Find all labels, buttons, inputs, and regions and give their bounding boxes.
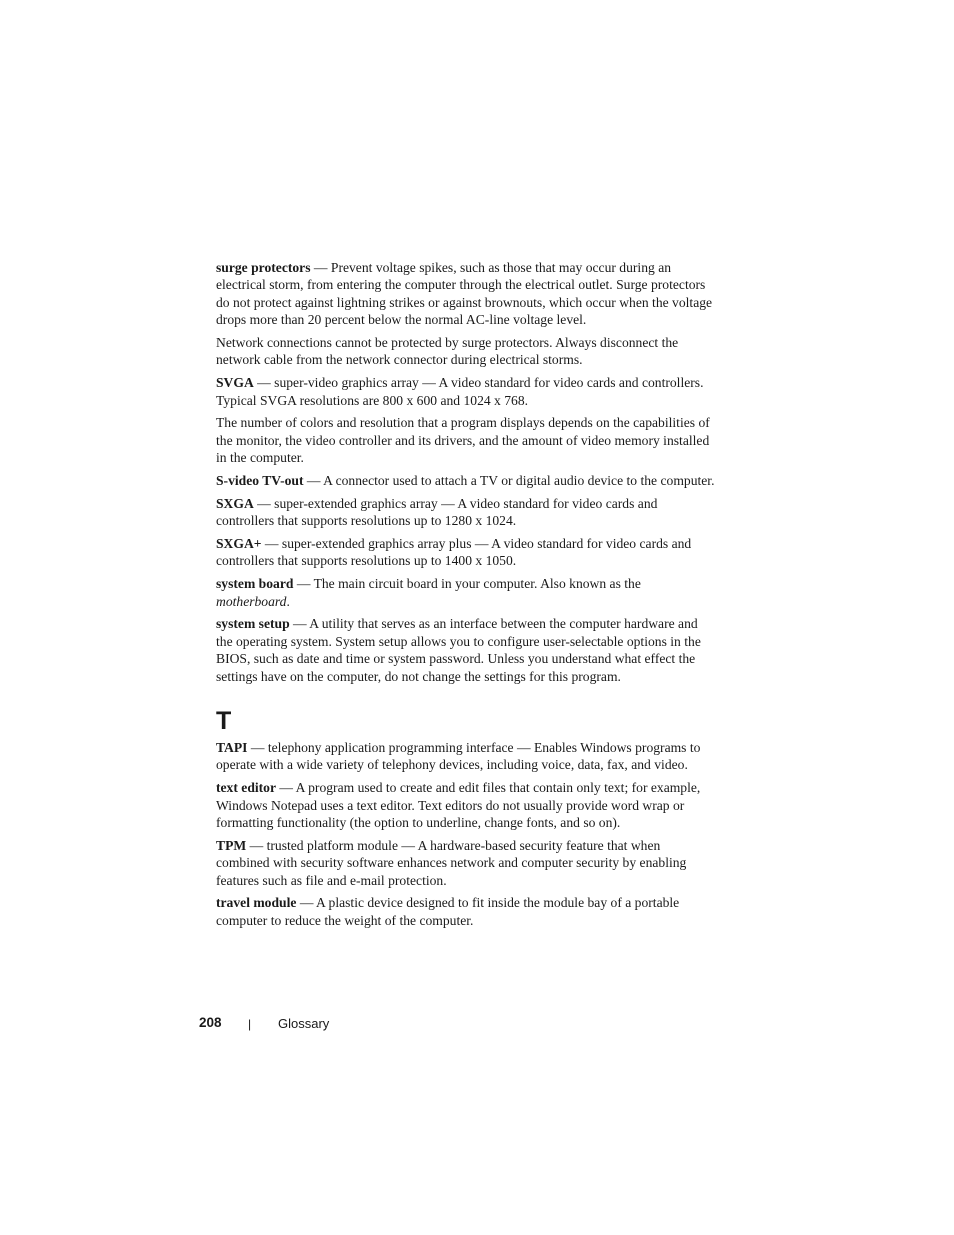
glossary-note (216, 334, 716, 369)
entry-term: text editor (216, 780, 277, 796)
entry-definition: The number of colors and resolution that a program displays depends on the capabilities of the monitor, the video controller and its drivers, and the amount of video memory installed in the computer. (216, 415, 710, 466)
entry-term: S-video TV-out (216, 473, 304, 489)
glossary-entry (216, 495, 716, 530)
entry-term: SXGA+ (216, 536, 262, 552)
glossary-entry (216, 259, 716, 329)
entry-term: travel module (216, 895, 297, 911)
entry-definition: — A connector used to attach a TV or digital audio device to the computer. (303, 473, 715, 489)
glossary-entry (216, 472, 716, 489)
glossary-entry (216, 374, 716, 409)
entry-term: TPM (216, 837, 247, 853)
glossary-entry (216, 615, 716, 685)
glossary-entry (216, 779, 716, 831)
entry-definition: — super-extended graphics array — A video standard for video cards and controllers that supports resolutions up to 1280 x 1024. (216, 495, 658, 529)
entry-definition: — A plastic device designed to fit inside the module bay of a portable computer to reduce the weight of the computer. (216, 895, 680, 928)
entry-definition: — super-video graphics array — A video standard for video cards and controllers. Typical SVGA resolutions are 800 x 600 and 1024 x 768. (216, 375, 704, 408)
glossary-content (216, 259, 716, 935)
entry-term: system setup (216, 616, 290, 632)
entry-definition: — telephony application programming interface — Enables Windows programs to operate with a wide variety of telephony devices, including voice, data, fax, and video. (216, 740, 701, 773)
section-letter-heading: T (216, 707, 232, 736)
entry-definition: — A program used to create and edit files that contain only text; for example, Windows Notepad uses a text editor. Text editors do not usually provide word wrap or formatting functionality (the option to underline, change fonts, and so on). (216, 780, 701, 831)
entry-term: surge protectors (216, 260, 311, 275)
glossary-entry (216, 575, 716, 610)
entry-definition: — A utility that serves as an interface between the computer hardware and the operating system. System setup allows you to configure user-selectable options in the BIOS, such as date and time or system password. Unless you understand what effect the settings have on the computer, do not change the settings for this program. (216, 616, 701, 684)
entry-definition: — trusted platform module — A hardware-based security feature that when combined with security software enhances network and computer security by enabling features such as file and e-mail protection. (216, 837, 687, 888)
glossary-entry (216, 837, 716, 889)
entry-definition: Network connections cannot be protected by surge protectors. Always disconnect the network cable from the network connector during electrical storms. (216, 335, 679, 368)
entry-term: TAPI (216, 740, 248, 756)
entry-italic-term: motherboard (216, 593, 287, 609)
entry-term: system board (216, 576, 294, 592)
entry-term: SXGA (216, 495, 254, 511)
glossary-entry (216, 739, 716, 774)
glossary-entry (216, 894, 716, 929)
glossary-entry (216, 535, 716, 570)
entry-tail: . (286, 593, 290, 609)
entry-definition: — Prevent voltage spikes, such as those that may occur during an electrical storm, from entering the computer through the electrical outlet. Surge protectors do not protect against lightning strikes or against brownouts, which occur when the voltage drops more than 20 percent below the normal AC-line voltage level. (216, 260, 713, 328)
glossary-note (216, 414, 716, 466)
entry-definition: — The main circuit board in your computer. Also known as the (293, 576, 641, 592)
entry-definition: — super-extended graphics array plus — A video standard for video cards and controllers that supports resolutions up to 1400 x 1050. (216, 536, 692, 569)
page-number: 208 (199, 1015, 222, 1030)
footer-section-name: Glossary (278, 1016, 330, 1031)
page-footer (0, 1014, 954, 1034)
footer-separator: | (248, 1017, 252, 1031)
entry-term: SVGA (216, 375, 254, 391)
